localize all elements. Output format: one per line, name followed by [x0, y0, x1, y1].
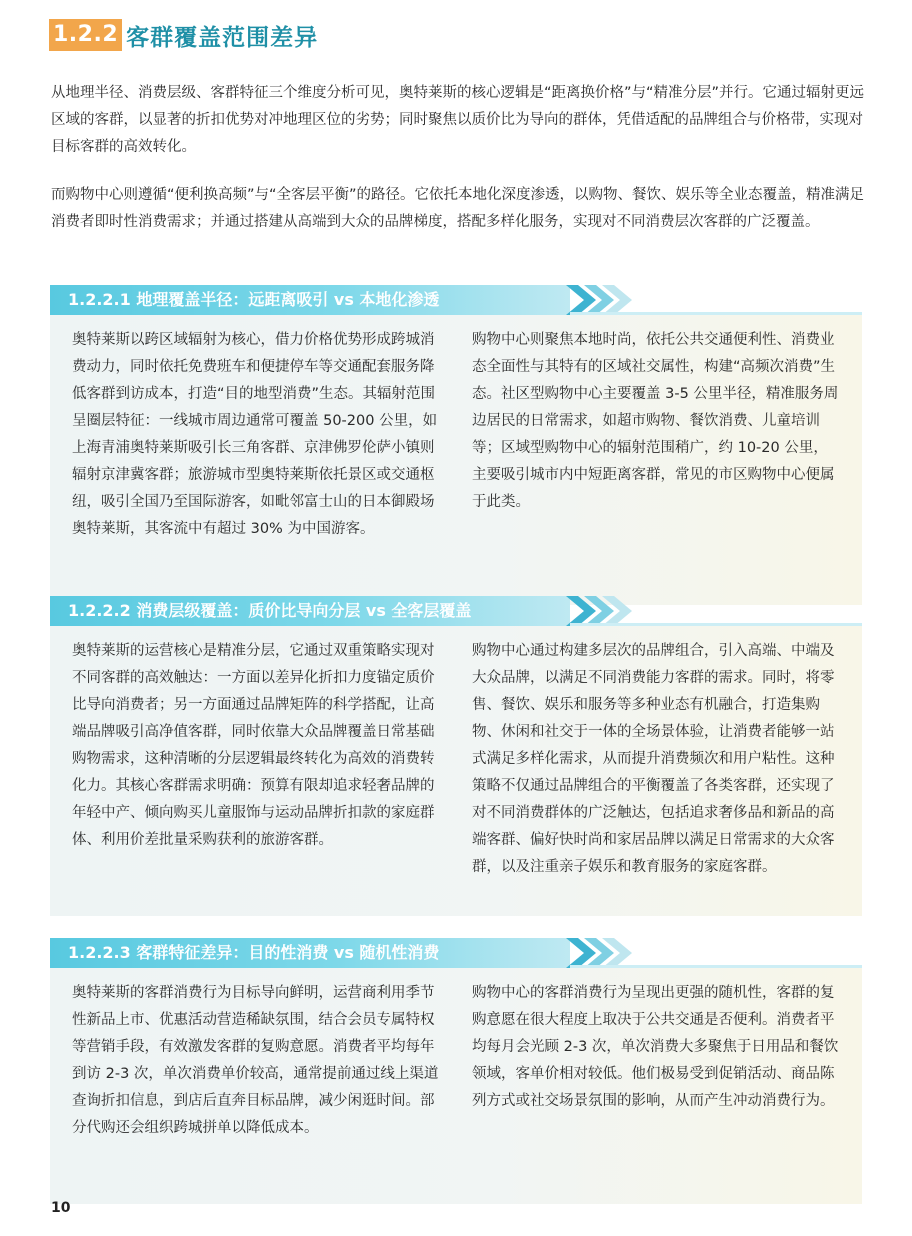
subsection-customer-traits: [50, 938, 862, 1204]
stripes-decoration-icon: [532, 938, 642, 968]
stripes-decoration-icon: [532, 596, 642, 626]
subsection-title: 1.2.2.3 客群特征差异：目的性消费 vs 随机性消费: [68, 943, 440, 962]
section-title: 客群覆盖范围差异: [126, 24, 319, 51]
intro-paragraph-1: 从地理半径、消费层级、客群特征三个维度分析可见，奥特莱斯的核心逻辑是“距离换价格”与“精准分层”并行。它通过辐射更远区域的客群，以显著的折扣优势对冲地理区位的劣势；同时聚焦以质价比为导向的群体，凭借适配的品牌组合与价格带，实现对目标客群的高效转化。: [51, 85, 865, 155]
header-underline: [570, 312, 862, 315]
header-underline: [570, 623, 862, 626]
page-number: 10: [51, 1200, 71, 1216]
subsection-header: [50, 285, 862, 315]
subsection-header: [50, 938, 862, 968]
mall-column-text: 购物中心则聚焦本地时尚，依托公共交通便利性、消费业态全面性与其特有的区域社交属性，构建“高频次消费”生态。社区型购物中心主要覆盖 3-5 公里半径，精准服务周边居民的日常需求，如超市购物、餐饮消费、儿童培训等；区域型购物中心的辐射范围稍广，约 10-20 公里，主要吸引城市内中短距离客群，常见的市区购物中心便属于此类。: [472, 332, 839, 510]
mall-column-text: 购物中心通过构建多层次的品牌组合，引入高端、中端及大众品牌，以满足不同消费能力客群的需求。同时，将零售、餐饮、娱乐和服务等多种业态有机融合，打造集购物、休闲和社交于一体的全场景体验，让消费者能够一站式满足多样化需求，从而提升消费频次和用户粘性。这种策略不仅通过品牌组合的平衡覆盖了各类客群，还实现了对不同消费群体的广泛触达，包括追求奢侈品和新品的高端客群、偏好快时尚和家居品牌以满足日常需求的大众客群，以及注重亲子娱乐和教育服务的家庭客群。: [472, 643, 835, 875]
subsection-title: 1.2.2.2 消费层级覆盖：质价比导向分层 vs 全客层覆盖: [68, 601, 472, 620]
subsection-consumption-tier: [50, 596, 862, 916]
header-underline: [570, 965, 862, 968]
intro-paragraph-2: 而购物中心则遵循“便利换高频”与“全客层平衡”的路径。它依托本地化深度渗透，以购物、餐饮、娱乐等全业态覆盖，精准满足消费者即时性消费需求；并通过搭建从高端到大众的品牌梯度，搭配多样化服务，实现对不同消费层次客群的广泛覆盖。: [51, 187, 865, 230]
outlet-column-text: 奥特莱斯以跨区域辐射为核心，借力价格优势形成跨城消费动力，同时依托免费班车和便捷停车等交通配套服务降低客群到访成本，打造“目的地型消费”生态。其辐射范围呈圈层特征：一线城市周边通常可覆盖 50-200 公里，如上海青浦奥特莱斯吸引长三角客群、京津佛罗伦萨小镇则辐射京津冀客群；旅游城市型奥特莱斯依托景区或交通枢纽，吸引全国乃至国际游客，如毗邻富士山的日本御殿场奥特莱斯，其客流中有超过 30% 为中国游客。: [72, 332, 438, 537]
subsection-header: [50, 596, 862, 626]
subsection-body: [50, 968, 862, 1204]
outlet-column-text: 奥特莱斯的客群消费行为目标导向鲜明，运营商利用季节性新品上市、优惠活动营造稀缺氛围，结合会员专属特权等营销手段，有效激发客群的复购意愿。消费者平均每年到访 2-3 次，单次消费单价较高，通常提前通过线上渠道查询折扣信息，到店后直奔目标品牌，减少闲逛时间。部分代购还会组织跨城拼单以降低成本。: [72, 985, 439, 1136]
stripes-decoration-icon: [532, 285, 642, 315]
mall-column-text: 购物中心的客群消费行为呈现出更强的随机性，客群的复购意愿在很大程度上取决于公共交通是否便利。消费者平均每月会光顾 2-3 次，单次消费大多聚焦于日用品和餐饮领域，客单价相对较低。他们极易受到促销活动、商品陈列方式或社交场景氛围的影响，从而产生冲动消费行为。: [472, 985, 839, 1109]
outlet-column-text: 奥特莱斯的运营核心是精准分层，它通过双重策略实现对不同客群的高效触达：一方面以差异化折扣力度锚定质价比导向消费者；另一方面通过品牌矩阵的科学搭配，让高端品牌吸引高净值客群，同时依靠大众品牌覆盖日常基础购物需求，这种清晰的分层逻辑最终转化为高效的消费转化力。其核心客群需求明确：预算有限却追求轻奢品牌的年轻中产、倾向购买儿童服饰与运动品牌折扣款的家庭群体、利用价差批量采购获利的旅游客群。: [72, 643, 435, 848]
subsection-body: [50, 315, 862, 605]
subsection-geographic-coverage: [50, 285, 862, 605]
subsection-title: 1.2.2.1 地理覆盖半径：远距离吸引 vs 本地化渗透: [68, 290, 440, 309]
section-number-badge: 1.2.2: [49, 19, 122, 51]
subsection-body: [50, 626, 862, 916]
page-title: [49, 18, 318, 52]
